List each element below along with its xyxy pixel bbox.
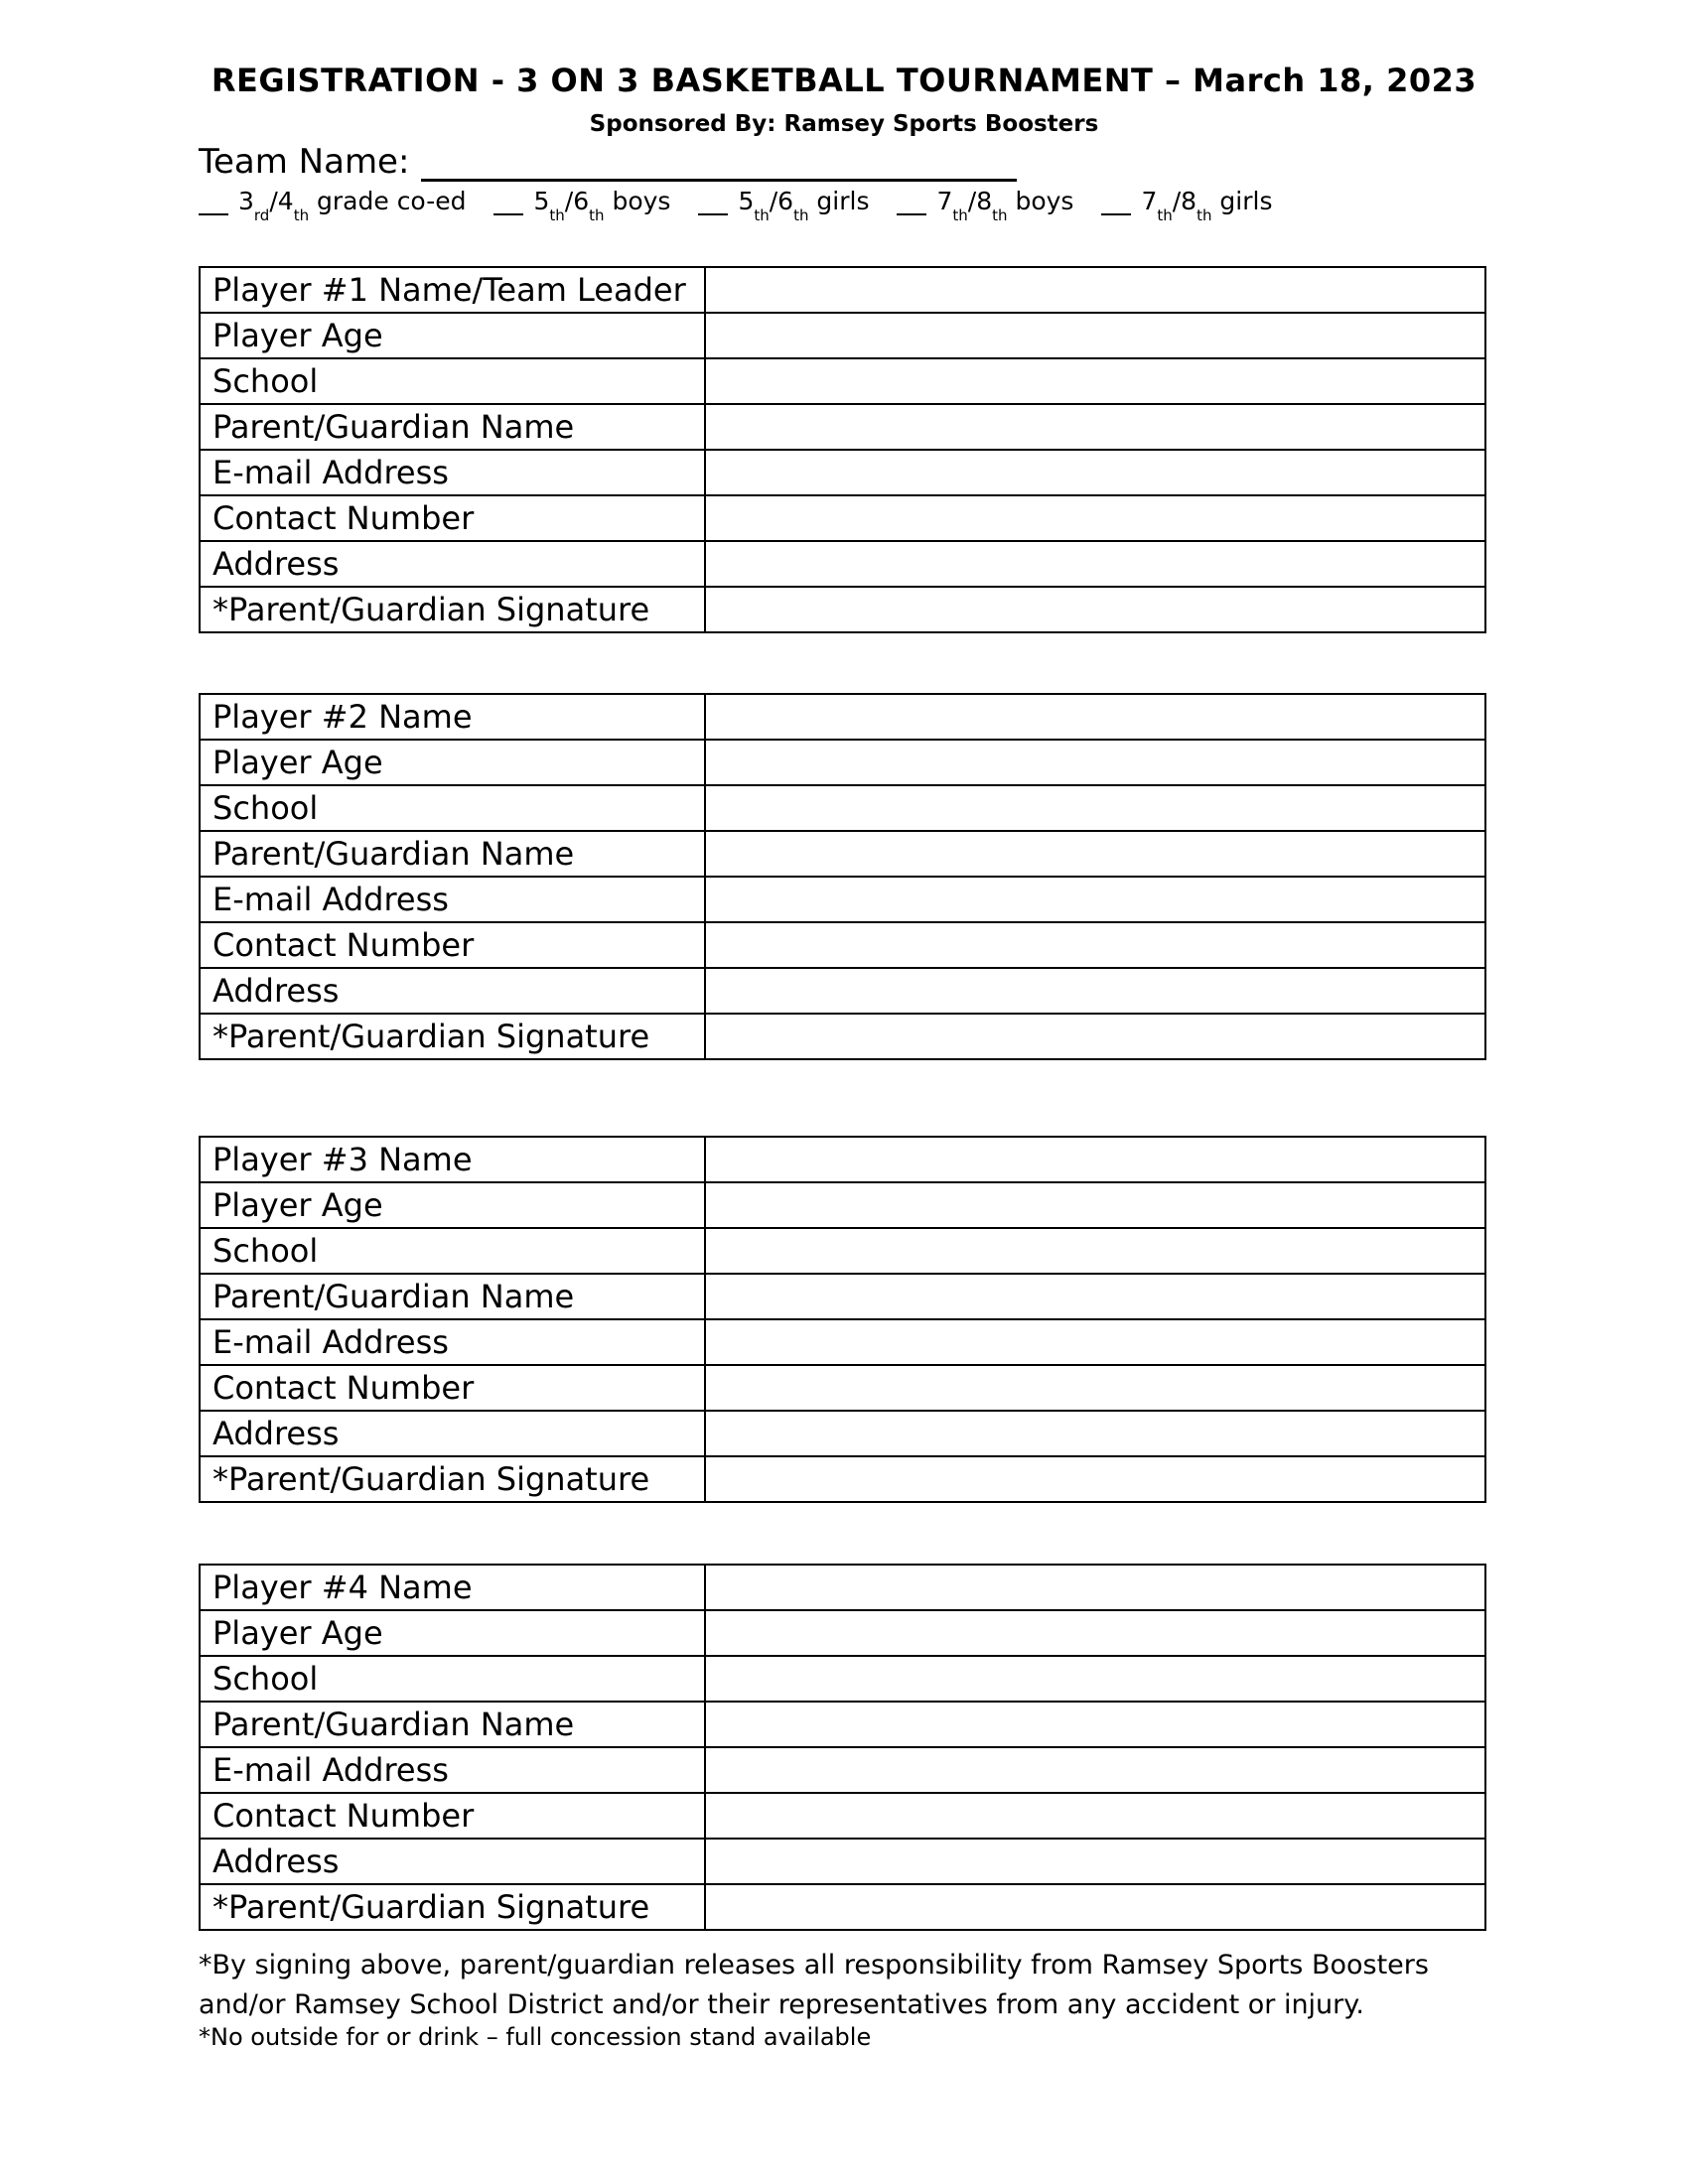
grade-checkbox[interactable] <box>199 190 228 215</box>
field-label: Player Age <box>200 1182 705 1228</box>
release-footnote: *By signing above, parent/guardian releases all responsibility from Ramsey Sports Boosters and/or Ramsey School District and/or their representatives from any accident or injury. <box>199 1950 1429 2020</box>
field-input[interactable] <box>705 1182 1485 1228</box>
grade-text: /6 <box>769 187 794 215</box>
player-2-table <box>199 693 1486 1060</box>
table-row <box>200 922 1485 968</box>
table-row <box>200 495 1485 541</box>
field-label: Parent/Guardian Name <box>200 404 705 450</box>
field-label: Player #2 Name <box>200 694 705 740</box>
table-row <box>200 1228 1485 1274</box>
player-3-table <box>199 1136 1486 1503</box>
field-input[interactable] <box>705 740 1485 785</box>
grade-text: girls <box>1211 187 1273 215</box>
field-label: E-mail Address <box>200 450 705 495</box>
sponsor-line: Sponsored By: Ramsey Sports Boosters <box>589 111 1099 137</box>
field-input[interactable] <box>705 1656 1485 1702</box>
field-label: School <box>200 358 705 404</box>
field-label: School <box>200 1656 705 1702</box>
field-label: Contact Number <box>200 922 705 968</box>
field-input[interactable] <box>705 968 1485 1014</box>
table-row <box>200 785 1485 831</box>
table-row <box>200 1456 1485 1502</box>
field-label: Player #4 Name <box>200 1565 705 1610</box>
grade-text: 5 <box>533 187 550 215</box>
field-input[interactable] <box>705 404 1485 450</box>
table-row <box>200 1884 1485 1930</box>
field-label: *Parent/Guardian Signature <box>200 1884 705 1930</box>
table-row <box>200 541 1485 587</box>
table-row <box>200 1014 1485 1059</box>
field-input[interactable] <box>705 1839 1485 1884</box>
form-title: REGISTRATION - 3 ON 3 BASKETBALL TOURNAMENT – March 18, 2023 <box>211 62 1477 99</box>
table-row <box>200 1656 1485 1702</box>
table-row <box>200 587 1485 632</box>
field-input[interactable] <box>705 922 1485 968</box>
field-input[interactable] <box>705 450 1485 495</box>
field-label: Player #1 Name/Team Leader <box>200 267 705 313</box>
table-row <box>200 1702 1485 1747</box>
field-input[interactable] <box>705 1137 1485 1182</box>
grade-option: 5 th /6 th girls <box>698 187 869 215</box>
grade-text: 7 <box>936 187 953 215</box>
field-input[interactable] <box>705 267 1485 313</box>
field-input[interactable] <box>705 1610 1485 1656</box>
field-input[interactable] <box>705 831 1485 877</box>
field-input[interactable] <box>705 587 1485 632</box>
table-row <box>200 1839 1485 1884</box>
table-row <box>200 1365 1485 1411</box>
grade-option: 7 th /8 th boys <box>897 187 1073 215</box>
field-label: E-mail Address <box>200 1319 705 1365</box>
field-label: Player #3 Name <box>200 1137 705 1182</box>
field-label: Player Age <box>200 1610 705 1656</box>
field-input[interactable] <box>705 1319 1485 1365</box>
grade-option: 7 th /8 th girls <box>1101 187 1272 215</box>
field-label: Player Age <box>200 313 705 358</box>
grade-text: 7 <box>1141 187 1158 215</box>
table-row <box>200 740 1485 785</box>
grade-option: 5 th /6 th boys <box>493 187 670 215</box>
field-label: School <box>200 1228 705 1274</box>
grade-option: 3 rd /4 th grade co-ed <box>199 187 466 215</box>
table-row <box>200 694 1485 740</box>
food-footnote: *No outside for or drink – full concession stand available <box>199 2023 872 2051</box>
table-row <box>200 267 1485 313</box>
table-row <box>200 404 1485 450</box>
field-label: Address <box>200 1411 705 1456</box>
grade-text: grade co-ed <box>309 187 467 215</box>
field-input[interactable] <box>705 358 1485 404</box>
field-input[interactable] <box>705 1456 1485 1502</box>
field-label: *Parent/Guardian Signature <box>200 1014 705 1059</box>
field-label: E-mail Address <box>200 1747 705 1793</box>
table-row <box>200 831 1485 877</box>
field-input[interactable] <box>705 785 1485 831</box>
table-row <box>200 1793 1485 1839</box>
field-label: Contact Number <box>200 1365 705 1411</box>
field-input[interactable] <box>705 313 1485 358</box>
field-input[interactable] <box>705 1274 1485 1319</box>
grade-text: girls <box>808 187 870 215</box>
field-label: Address <box>200 1839 705 1884</box>
table-row <box>200 1274 1485 1319</box>
field-input[interactable] <box>705 1365 1485 1411</box>
field-label: School <box>200 785 705 831</box>
field-label: Parent/Guardian Name <box>200 1274 705 1319</box>
player-1-table <box>199 266 1486 633</box>
field-input[interactable] <box>705 1793 1485 1839</box>
table-row <box>200 1319 1485 1365</box>
team-name-field[interactable] <box>421 147 1017 182</box>
field-label: Parent/Guardian Name <box>200 831 705 877</box>
table-row <box>200 1137 1485 1182</box>
grade-options <box>199 187 1489 224</box>
field-label: Address <box>200 968 705 1014</box>
field-label: *Parent/Guardian Signature <box>200 587 705 632</box>
table-row <box>200 1182 1485 1228</box>
table-row <box>200 968 1485 1014</box>
grade-checkbox[interactable] <box>1101 190 1131 215</box>
table-row <box>200 450 1485 495</box>
table-row <box>200 877 1485 922</box>
table-row <box>200 1747 1485 1793</box>
player-4-table <box>199 1564 1486 1931</box>
grade-checkbox[interactable] <box>493 190 523 215</box>
table-row <box>200 1565 1485 1610</box>
field-input[interactable] <box>705 1411 1485 1456</box>
grade-text: /6 <box>564 187 590 215</box>
field-input[interactable] <box>705 1884 1485 1930</box>
field-label: Contact Number <box>200 1793 705 1839</box>
field-label: Player Age <box>200 740 705 785</box>
field-label: Contact Number <box>200 495 705 541</box>
grade-text: 5 <box>738 187 755 215</box>
field-label: Parent/Guardian Name <box>200 1702 705 1747</box>
grade-text: /4 <box>269 187 294 215</box>
field-input[interactable] <box>705 694 1485 740</box>
table-row <box>200 1610 1485 1656</box>
team-name-row <box>199 142 1017 182</box>
grade-text: /8 <box>1172 187 1197 215</box>
grade-text: /8 <box>967 187 993 215</box>
field-input[interactable] <box>705 877 1485 922</box>
grade-text: boys <box>604 187 671 215</box>
grade-checkbox[interactable] <box>897 190 926 215</box>
table-row <box>200 1411 1485 1456</box>
field-input[interactable] <box>705 1014 1485 1059</box>
table-row <box>200 313 1485 358</box>
field-input[interactable] <box>705 1228 1485 1274</box>
field-input[interactable] <box>705 1565 1485 1610</box>
table-row <box>200 358 1485 404</box>
field-label: Address <box>200 541 705 587</box>
field-label: *Parent/Guardian Signature <box>200 1456 705 1502</box>
field-label: E-mail Address <box>200 877 705 922</box>
field-input[interactable] <box>705 1702 1485 1747</box>
field-input[interactable] <box>705 1747 1485 1793</box>
grade-checkbox[interactable] <box>698 190 728 215</box>
field-input[interactable] <box>705 541 1485 587</box>
team-name-label: Team Name: <box>199 142 410 182</box>
grade-text: boys <box>1007 187 1074 215</box>
field-input[interactable] <box>705 495 1485 541</box>
grade-text: 3 <box>238 187 254 215</box>
